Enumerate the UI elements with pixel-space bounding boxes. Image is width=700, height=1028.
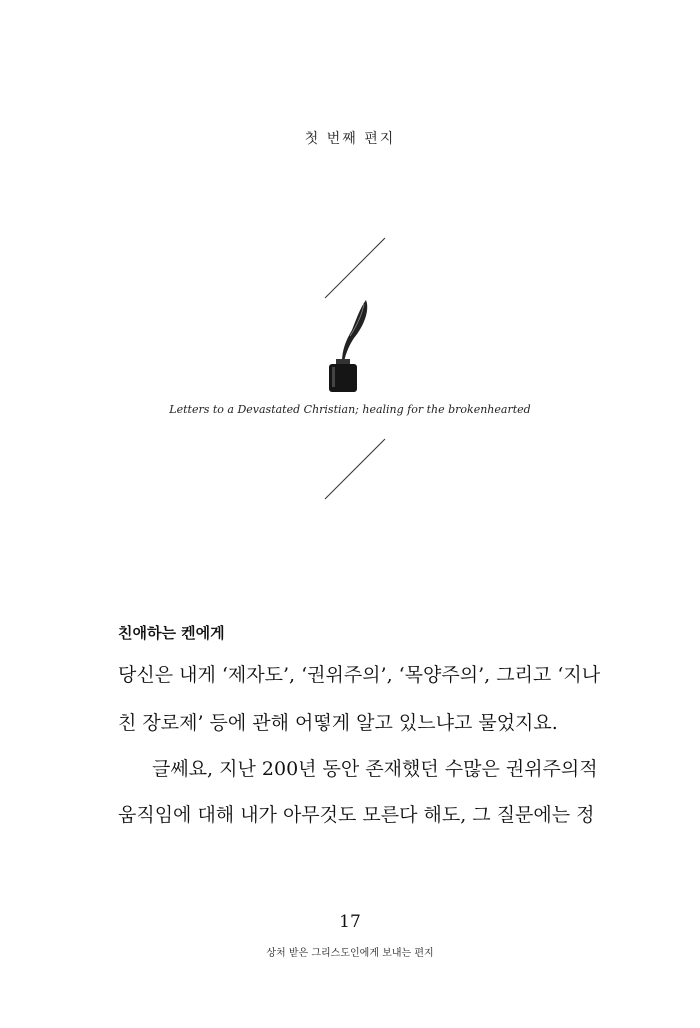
chapter-title: 첫 번째 편지	[304, 131, 396, 147]
body-text-line: 당신은 내게 ‘제자도’, ‘권위주의’, ‘목양주의’, 그리고 ‘지나	[118, 664, 601, 686]
body-text-line: 움직임에 대해 내가 아무것도 모른다 해도, 그 질문에는 정	[118, 804, 595, 826]
body-text-line: 글쎄요, 지난 200년 동안 존재했던 수많은 권위주의적	[152, 758, 598, 780]
letter-salutation: 친애하는 켄에게	[118, 624, 225, 642]
page-number: 17	[339, 912, 361, 932]
body-text-line: 친 장로제’ 등에 관해 어떻게 알고 있느냐고 물었지요.	[118, 712, 558, 734]
running-footer-title: 상처 받은 그리스도인에게 보내는 편지	[266, 948, 434, 959]
ornament-caption: Letters to a Devastated Christian; healing for the brokenhearted	[169, 403, 531, 416]
upper-slash-divider	[322, 236, 388, 300]
quill-inkwell-icon	[320, 296, 370, 396]
lower-slash-divider	[322, 437, 388, 501]
